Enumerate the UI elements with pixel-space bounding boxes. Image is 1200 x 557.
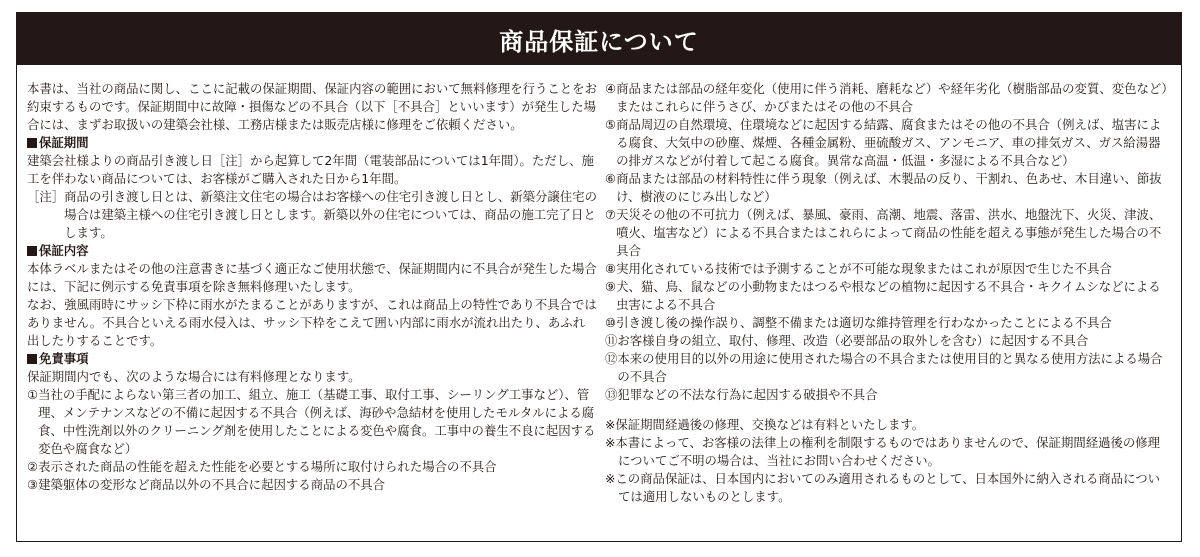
list-item <box>605 332 1171 350</box>
item-number: ⑦ <box>605 207 617 222</box>
square-bullet-icon <box>27 354 37 364</box>
item-text: お客様自身の組立、取付、修理、改造（必要部品の取外しを含む）に起因する不具合 <box>617 333 1089 348</box>
item-number: ⑥ <box>605 171 617 186</box>
item-number: ① <box>27 387 39 402</box>
period-note <box>27 188 597 242</box>
list-item <box>605 260 1171 278</box>
item-number: ⑫ <box>605 351 618 366</box>
content-text-1: 本体ラベルまたはその他の注意書きに基づく適正なご使用状態で、保証期間内に不具合が発生した場合には、下記に例示する免責事項を除き無料修理いたします。 <box>27 261 597 294</box>
item-number: ③ <box>27 477 39 492</box>
item-text: 犬、猫、鳥、鼠などの小動物またはつるや根などの植物に起因する不具合・キクイムシなどによる虫害による不具合 <box>616 279 1161 312</box>
item-text: 商品または部品の材料特性に伴う現象（例えば、木製品の反り、干割れ、色あせ、木目違い、節抜け、樹液のにじみ出しなど） <box>616 171 1162 204</box>
note-item: ※保証期間経過後の修理、交換などは有料といたします。 <box>605 417 925 432</box>
item-text: 引き渡し後の操作誤り、調整不備または適切な維持管理を行わなかったことによる不具合 <box>616 315 1112 330</box>
item-number: ⑬ <box>605 387 618 402</box>
list-item <box>605 278 1171 314</box>
square-bullet-icon <box>27 246 37 256</box>
item-text: 商品周辺の自然環境、住環境などに起因する結露、腐食またはその他の不具合（例えば、塩害による腐食、大気中の砂塵、煤煙、各種金属粉、亜硫酸ガス、アンモニア、車の排気ガス、ガス給湯器の排ガスなどが付着して起こる腐食。異常な高温・低温・多湿による不具合など） <box>616 117 1162 168</box>
list-item <box>605 170 1171 206</box>
title-bar <box>17 13 1181 65</box>
item-number: ⑨ <box>605 279 617 294</box>
list-item <box>605 314 1171 332</box>
intro-text: 本書は、当社の商品に関し、ここに記載の保証期間、保証内容の範囲において無料修理を行うことをお約束するものです。保証期間中に故障・損傷などの不具合（以下［不具合］といいます）が発生した場合には、まずお取扱いの建築会社様、工務店様または販売店様に修理をご依頼ください。 <box>27 81 597 132</box>
square-bullet-icon <box>27 138 37 148</box>
item-text: 天災その他の不可抗力（例えば、暴風、豪雨、高潮、地震、落雷、洪水、地盤沈下、火災、津波、噴火、塩害など）による不具合またはこれらによって商品の性能を超える事態が発生した場合の不具合 <box>616 207 1162 258</box>
item-number: ④ <box>605 81 617 96</box>
note-item: ※この商品保証は、日本国内においてのみ適用されるものとして、日本国外に納入される商品については適用しないものとします。 <box>605 471 1161 504</box>
exempt-text: 保証期間内でも、次のような場合には有料修理となります。 <box>27 369 361 384</box>
list-item <box>605 116 1171 170</box>
item-number: ⑧ <box>605 261 617 276</box>
list-item <box>605 386 1171 404</box>
item-text: 商品または部品の経年変化（使用に伴う消耗、磨耗など）や経年劣化（樹脂部品の変質、変色など）またはこれらに伴うさび、かびまたはその他の不具合 <box>616 81 1168 114</box>
item-number: ⑩ <box>605 315 617 330</box>
left-column <box>27 80 597 494</box>
list-item <box>605 350 1171 386</box>
item-text: 犯罪などの不法な行為に起因する破損や不具合 <box>617 387 878 402</box>
item-text: 実用化されている技術では予測することが不可能な現象またはこれが原因で生じた不具合 <box>616 261 1112 276</box>
period-text: 建築会社様よりの商品引き渡し日［注］から起算して2年間（電装部品については1年間）。ただし、施工を伴わない商品については、お客様がご購入された日から1年間。 <box>27 153 594 186</box>
item-text: 本来の使用目的以外の用途に使用された場合の不具合または使用目的と異なる使用方法による場合の不具合 <box>617 351 1163 384</box>
content-text-2: なお、強風雨時にサッシ下枠に雨水がたまることがありますが、これは商品上の特性であり不具合ではありません。不具合といえる雨水侵入は、サッシ下枠をこえて囲い内部に雨水が流れ出たり、あふれ出したりすることです。 <box>27 297 597 348</box>
spacer <box>605 404 1171 416</box>
page-title: 商品保証について <box>499 27 699 56</box>
exempt-heading: 免責事項 <box>27 350 597 368</box>
item-text: 表示された商品の性能を超えた性能を必要とする場所に取付けられた場合の不具合 <box>38 459 497 474</box>
list-item <box>27 476 597 494</box>
list-item <box>605 80 1171 116</box>
item-text: 当社の手配によらない第三者の加工、組立、施工（基礎工事、取付工事、シーリング工事など）、管理、メンテナンスなどの不備に起因する不具合（例えば、海砂や急結材を使用したモルタルによる腐食、中性洗剤以外のクリーニング剤を使用したことによる変色や腐食。工事中の養生不良に起因する変色や腐食など） <box>38 387 596 456</box>
item-number: ⑪ <box>605 333 618 348</box>
list-item <box>27 458 597 476</box>
list-item <box>605 206 1171 260</box>
item-number: ② <box>27 459 39 474</box>
list-item <box>27 386 597 458</box>
note-mark: ［注］ <box>27 189 65 204</box>
note-item: ※本書によって、お客様の法律上の権利を制限するものではありませんので、保証期間経過後の修理についてご不明の場合は、当社にお問い合わせください。 <box>605 435 1161 468</box>
note-text: 商品の引き渡し日とは、新築注文住宅の場合はお客様への住宅引き渡し日とし、新築分譲住宅の場合は建築主様への住宅引き渡し日とします。新築以外の住宅については、商品の施工完了日とします。 <box>64 189 597 240</box>
warranty-panel <box>16 12 1182 542</box>
content-heading: 保証内容 <box>27 242 597 260</box>
item-text: 建築躯体の変形など商品以外の不具合に起因する商品の不具合 <box>38 477 386 492</box>
item-number: ⑤ <box>605 117 617 132</box>
right-column <box>605 80 1171 506</box>
period-heading: 保証期間 <box>27 134 597 152</box>
